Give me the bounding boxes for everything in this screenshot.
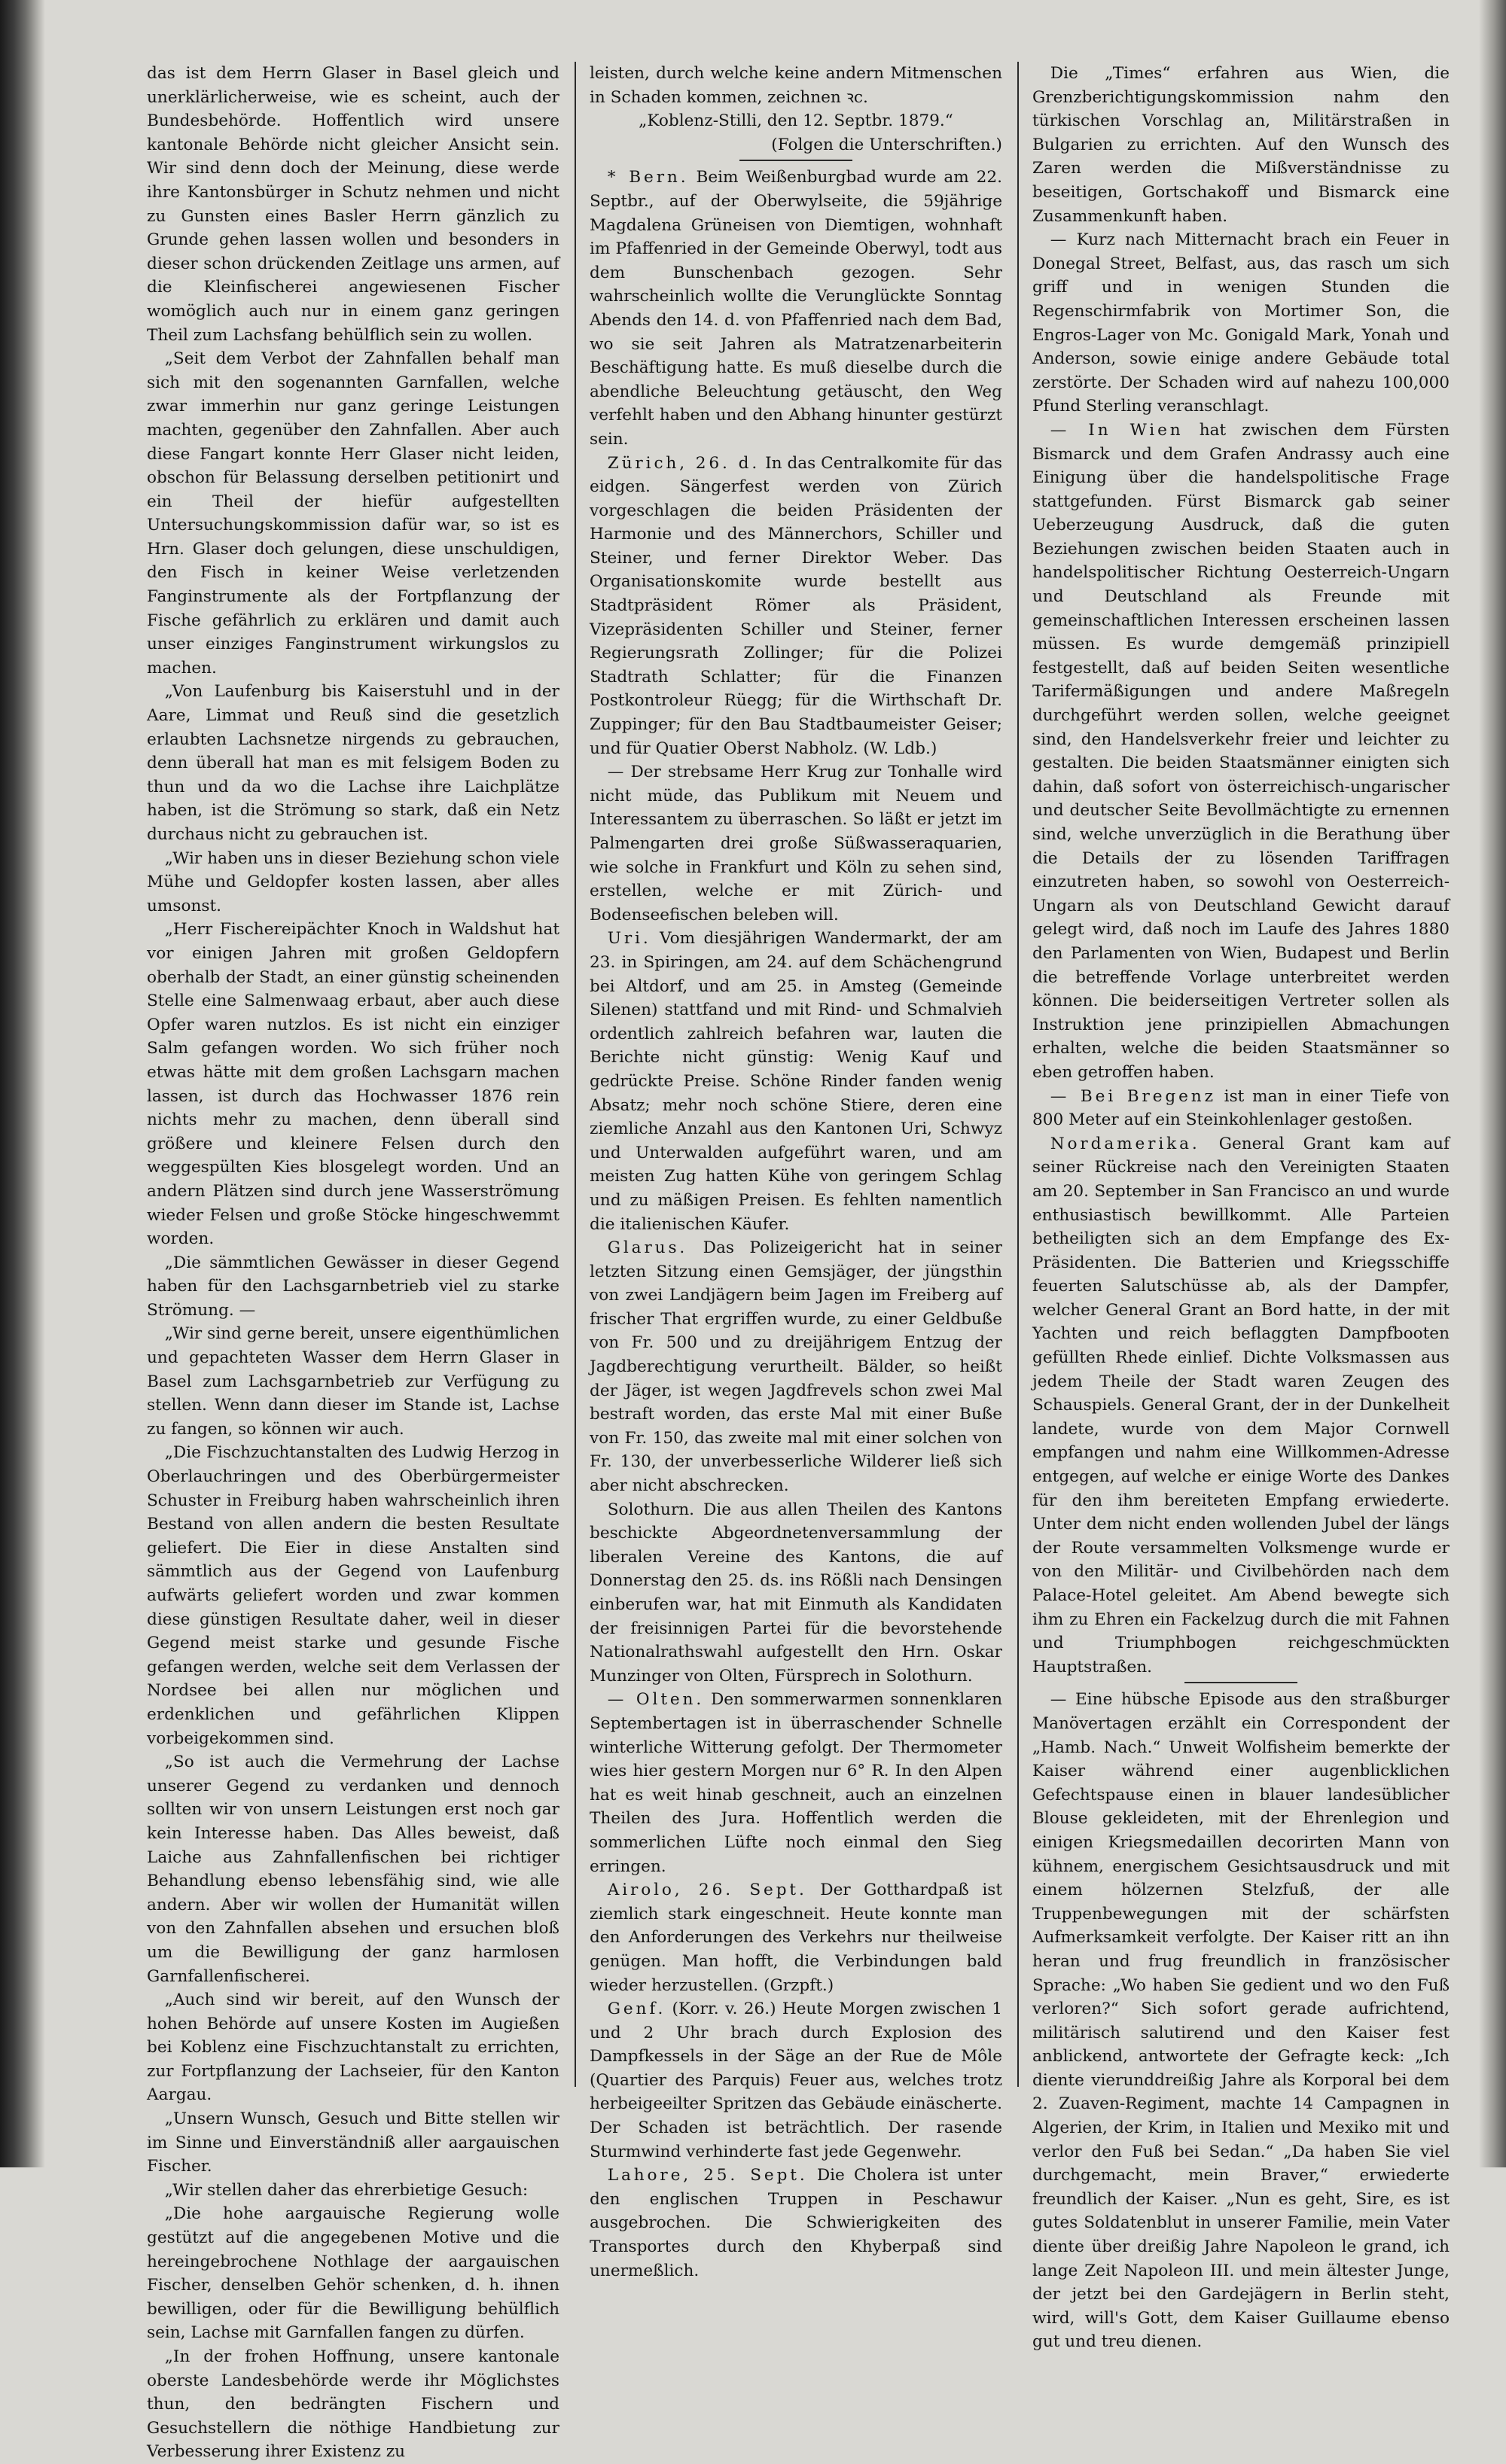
article-body: Das Polizeigericht hat in seiner letzten Sitzung einen Gemsjäger, der jüngsthin von zwei Landjägern beim Jagen im Freiberg auf frischer That ergriffen wurde, zu einer Geldbuße von Fr. 500 und zu dreijährigem Entzug der Jagdberechtigung verurtheilt. Bälder, so heißt der Jäger, ist wegen Jagdfrevels schon zwei Mal bestraft worden, das erste Mal mit einer Buße von Fr. 150, das zweite mal mit einer solchen von Fr. 130, der unverbesserliche Wilderer ließ sich aber nicht abschrecken. (590, 1238, 1002, 1496)
article-heading: — Bei Bregenz (1050, 1086, 1216, 1106)
paragraph: Die „Times“ erfahren aus Wien, die Grenzberichtigungskommission nahm den türkischen Vorschlag an, Militärstraßen in Bulgarien zu errichten. Auf den Wunsch des Zaren werden die Mißverständnisse zu beseitigen, Gortschakoff und Bismarck eine Zusammenkunft haben. (1032, 64, 1450, 226)
article-uri (590, 927, 1002, 1236)
paragraph: „So ist auch die Vermehrung der Lachse unserer Gegend zu verdanken und dennoch sollten wir von unsern Leistungen erst noch gar kein Interesse haben. Das Alles beweist, daß Laiche aus Zahnfallenfischen bei richtiger Behandlung ebenso lebensfähig sind, wie alle andern. Aber wir wollen der Humanität willen von den Zahnfallen absehen und ersuchen bloß um die Bewilligung der ganz harmlosen Garnfallenfischerei. (147, 1753, 559, 1986)
paragraph: leisten, durch welche keine andern Mitmenschen in Schaden kommen, zeichnen ꝛc. (590, 64, 1002, 107)
column-rule (1017, 62, 1019, 2087)
article-wien (1032, 419, 1450, 1085)
article-body: Die Cholera ist unter den englischen Truppen in Peschawur ausgebrochen. Die Schwierigkeiten des Transportes durch den Khyberpaß sind unermeßlich. (590, 2166, 1002, 2280)
article-body: ist man in einer Tiefe von 800 Meter auf ein Steinkohlenlager gestoßen. (1032, 1086, 1450, 1130)
paragraph: — Eine hübsche Episode aus den straßburger Manövertagen erzählt ein Correspondent der „Hamb. Nach.“ Unweit Wolfisheim bemerkte der Kaiser während einer augenblicklichen Gefechtspause einen in blauer landesüblicher Blouse gekleideten, mit der Ehrenlegion und einigen Kriegsmedaillen decorirten Mann von kühnem, energischem Gesichtsausdruck und mit einem hölzernen Stelzfuß, der alle Truppenbewegungen mit der schärfsten Aufmerksamkeit verfolgte. Der Kaiser ritt an ihn heran und frug freundlich in französischer Sprache: „Wo haben Sie gedient und wo den Fuß verloren?“ Sich sofort gerade aufrichtend, militärisch salutirend und den Kaiser fest anblickend, antwortete der Gefragte keck: „Ich diente vierunddreißig Jahre als Korporal bei dem 2. Zuaven-Regiment, machte 14 Campagnen in Algerien, der Krim, in Italien und Mexiko mit und verlor den Fuß bei Sedan.“ „Da haben Sie viel durchgemacht, mein Braver,“ erwiederte freundlich der Kaiser. „Nun es geht, Sire, es ist gutes Soldatenblut in unserer Familie, mein Vater diente über dreißig Jahre Napoleon le grand, ich lange Zeit Napoleon III. und mein ältester Junge, der jetzt bei den Gardejägern in Berlin steht, wird, will's Gott, dem Kaiser Guillaume ebenso gut und treu dienen. (1032, 1690, 1450, 2352)
paragraph: „In der frohen Hoffnung, unsere kantonale oberste Landesbehörde werde ihr Möglichstes thun, den bedrängten Fischern und Gesuchstellern die nöthige Handbietung zur Verbesserung ihrer Existenz zu (147, 2347, 559, 2462)
article-nordamerika (1032, 1132, 1450, 1680)
paragraph: — Der strebsame Herr Krug zur Tonhalle wird nicht müde, das Publikum mit Neuem und Interessantem zu überraschen. So läßt er jetzt im Palmengarten drei große Süßwasseraquarien, wie solche in Frankfurt und Köln zu sehen sind, erstellen, welche er mit Zürich- und Bodenseefischen beleben will. (590, 763, 1002, 924)
dateline: „Koblenz-Stilli, den 12. Septbr. 1879.“ (639, 111, 953, 131)
article-solothurn (590, 1498, 1002, 1689)
article-body: Der Gotthardpaß ist ziemlich stark eingeschneit. Heute konnte man den Anforderungen des Verkehrs nur theilweise genügen. Man hofft, die Verbindungen bald wieder herzustellen. (590, 1881, 1002, 1995)
article-heading: Uri. (607, 929, 651, 949)
column-right (1032, 62, 1450, 2352)
separator (739, 160, 852, 161)
paragraph: — Kurz nach Mitternacht brach ein Feuer in Donegal Street, Belfast, aus, das rasch um sich griff und in wenigen Stunden die Regenschirmfabrik von Mortimer Son, die Engros-Lager von Mc. Gonigald Mark, Yonah und Anderson, sowie einige andere Gebäude total zerstörte. Der Schaden wird auf nahezu 100,000 Pfund Sterling veranschlagt. (1032, 230, 1450, 416)
article-lahore (590, 2164, 1002, 2283)
paragraph: „Wir stellen daher das ehrerbietige Gesuch: (164, 2180, 529, 2200)
article-airolo (590, 1878, 1002, 1997)
article-olten (590, 1688, 1002, 1878)
article-body: Beim Weißenburgbad wurde am 22. Septbr., auf der Oberwylseite, die 59jährige Magdalena Grüneisen von Diemtigen, wohnhaft im Pfaffenried in der Gemeinde Oberwyl, todt aus dem Bunschenbach gezogen. Sehr wahrscheinlich wollte die Verunglückte Sonntag Abends den 14. d. von Pfaffenried nach dem Bad, wo sie seit Jahren als Matratzenarbeiterin Beschäftigung hatte. Es muß dieselbe durch die abendliche Beleuchtung getäuscht, den Weg verfehlt haben und den Abhang hinunter gestürzt sein. (590, 168, 1002, 449)
article-glarus (590, 1236, 1002, 1498)
separator (1184, 1682, 1297, 1683)
article-heading: Zürich, 26. d. (607, 453, 761, 473)
paragraph: „Die sämmtlichen Gewässer in dieser Gegend haben für den Lachsgarnbetrieb viel zu starke Strömung. — (147, 1253, 559, 1320)
article-heading: Nordamerika. (1050, 1134, 1200, 1153)
paragraph: „Die Fischzuchtanstalten des Ludwig Herzog in Oberlauchringen und des Oberbürgermeister Schuster in Freiburg haben wahrscheinlich ihren Bestand von allen andern die besten Resultate geliefert. Die Eier in diese Anstalten sind sämmtlich aus der Gegend von Laufenburg aufwärts geliefert worden und zwar kommen diese günstigen Resultate daher, weil in dieser Gegend meist starke und gesunde Fische gefangen werden, welche seit dem Verlassen der Nordsee bei allen nur möglichen und erdenklichen und gefährlichen Klippen vorbeigekommen sind. (147, 1443, 559, 1748)
article-genf (590, 1997, 1002, 2164)
article-heading: Glarus. (607, 1238, 688, 1258)
article-body: Die aus allen Theilen des Kantons beschickte Abgeordnetenversammlung der liberalen Vereine des Kantons, die auf Donnerstag den 25. ds. ins Rößli nach Densingen einberufen war, hat mit Einmuth als Kandidaten der freisinnigen Partei für die bevorstehende Nationalrathswahl aufgestellt den Hrn. Oskar Munzinger von Olten, Fürsprech in Solothurn. (590, 1500, 1002, 1686)
paragraph: das ist dem Herrn Glaser in Basel gleich und unerklärlicherweise, wie es scheint, auch der Bundesbehörde. Hoffentlich wird unsere kantonale Behörde nicht gleicher Ansicht sein. Wir sind denn doch der Meinung, diese werde ihre Kantonsbürger in Schutz nehmen und nicht zu Gunsten eines Basler Herrn gänzlich zu Grunde gehen lassen wollen und besonders in dieser schon drückenden Zeitlage uns armen, auf die Kleinfischerei angewiesenen Fischer womöglich auch nur in einem ganz geringen Theil zum Lachsfang behülflich sein zu wollen. (147, 64, 559, 345)
book-binding-shadow (0, 0, 45, 2167)
paragraph: „Seit dem Verbot der Zahnfallen behalf man sich mit den sogenannten Garnfallen, welche zwar immerhin nur ganz geringe Leistungen machten, gegenüber den Zahnfallen. Aber auch diese Fangart konnte Herr Glaser nicht leiden, obschon für Belassung derselben petitionirt und ein Theil der hiefür aufgestellten Untersuchungskommission dafür war, so ist es Hrn. Glaser doch gelungen, diese unschuldigen, den Fisch in keiner Weise verletzenden Fanginstrumente als der Fortpflanzung der Fische gefährlich zu erklären und damit auch unser einziges Fanginstrument wirkungslos zu machen. (147, 349, 559, 678)
source-note: (W. Ldb.) (863, 739, 937, 758)
article-heading: — Olten. (607, 1690, 705, 1710)
paragraph: „Von Laufenburg bis Kaiserstuhl und in der Aare, Limmat und Reuß sind die gesetzlich erlaubten Lachsnetze nirgends zu gebrauchen, denn überall hat man es mit felsigem Boden zu thun und da wo die Lachse ihre Laichplätze haben, ist die Strömung so stark, daß ein Netz durchaus nicht zu gebrauchen ist. (147, 682, 559, 844)
article-heading: Solothurn. (607, 1500, 695, 1519)
article-heading: — In Wien (1050, 420, 1184, 440)
paragraph: „Wir sind gerne bereit, unsere eigenthümlichen und gepachteten Wasser dem Herrn Glaser in Basel zum Lachsgarnbetrieb zur Verfügung zu stellen. Wenn dann dieser im Stande ist, Lachse zu fangen, so können wir auch. (147, 1324, 559, 1439)
page-edge-shadow (1479, 0, 1506, 2167)
paragraph: „Unsern Wunsch, Gesuch und Bitte stellen wir im Sinne und Einverständniß aller aargauischen Fischer. (147, 2109, 559, 2176)
article-zuerich (590, 452, 1002, 761)
article-body: hat zwischen dem Fürsten Bismarck und dem Grafen Andrassy auch eine Einigung über die handelspolitische Frage stattgefunden. Fürst Bismarck gab seiner Ueberzeugung Ausdruck, daß die guten Beziehungen zwischen beiden Staaten auch in handelspolitischer Richtung Oesterreich-Ungarn und Deutschland als Freunde mit gemeinschaftlichen Interessen erscheinen lassen müssen. Es wurde demgemäß prinzipiell festgestellt, daß auf beiden Seiten wesentliche Tarifermäßigungen und andere Maßregeln durchgeführt werden sollen, welche geeignet sind, den Handelsverkehr freier und leichter zu gestalten. Die beiden Staatsmänner einigten sich dahin, daß sofort von österreichisch-ungarischer und deutscher Seite Bevollmächtigte zu ernennen sind, welche unverzüglich in die Berathung über die Details der zu lösenden Tariffragen einzutreten haben, so sowohl von Oesterreich-Ungarn als von Deutschland Gewicht darauf gelegt wird, daß noch im Laufe des Jahres 1880 den Parlamenten von Wien, Budapest und Berlin die betreffende Vorlage unterbreitet werden können. Die beiderseitigen Vertreter sollen als Instruktion jene prinzipiellen Abmachungen erhalten, welche die beiden Staatsmänner so eben getroffen haben. (1032, 420, 1450, 1082)
newspaper-page (147, 62, 1468, 2462)
column-rule (575, 62, 576, 2087)
column-left (147, 62, 559, 2462)
article-heading: * Bern. (607, 168, 689, 187)
article-heading: Airolo, 26. Sept. (607, 1881, 807, 1900)
paragraph: „Herr Fischereipächter Knoch in Waldshut hat vor einigen Jahren mit großen Geldopfern oberhalb der Stadt, an einer günstig scheinenden Stelle eine Salmenwaag erbaut, aber auch diese Opfer waren nutzlos. Es ist nicht ein einziger Salm gefangen worden. Wo sich früher noch etwas hätte mit dem großen Lachsgarn machen lassen, ist durch das Hochwasser 1876 rein nichts mehr zu machen, denn überall sind größere und kleinere Felsen durch den weggespülten Kies blosgelegt worden. Und an andern Plätzen sind durch jene Wasserströmung wieder Felsen und große Stöcke hingeschwemmt worden. (147, 920, 559, 1249)
article-bern (590, 166, 1002, 451)
article-heading: Genf. (607, 2000, 666, 2019)
column-middle (590, 62, 1002, 2280)
article-body: Den sommerwarmen sonnenklaren Septembertagen ist in überraschender Schnelle winterliche Witterung gefolgt. Der Thermometer wies hier gestern Morgen nur 6° R. In den Alpen hat es weit hinab geschneit, auch an einzelnen Theilen des Jura. Hoffentlich werden die sommerlichen Lüfte noch einmal den Sieg erringen. (590, 1690, 1002, 1876)
paragraph: „Wir haben uns in dieser Beziehung schon viele Mühe und Geldopfer kosten lassen, aber alles umsonst. (147, 848, 559, 915)
signature-note: (Folgen die Unterschriften.) (771, 135, 1002, 154)
source-note: (Grzpft.) (764, 1975, 834, 1995)
article-body: (Korr. v. 26.) Heute Morgen zwischen 1 und 2 Uhr brach durch Explosion des Dampfkessels in der Säge an der Rue de Môle (Quartier des Parquis) Feuer aus, welches trotz herbeigeeilter Spritzen das Gebäude einäscherte. Der Schaden ist beträchtlich. Der rasende Sturmwind verhinderte fast jede Gegenwehr. (590, 2000, 1002, 2161)
paragraph: „Auch sind wir bereit, auf den Wunsch der hohen Behörde auf unsere Kosten im Augießen bei Koblenz eine Fischzuchtanstalt zu errichten, zur Fortpflanzung der Lachseier, für den Kanton Aargau. (147, 1990, 559, 2105)
article-body: In das Centralkomite für das eidgen. Sängerfest werden von Zürich vorgeschlagen die beiden Präsidenten der Harmonie und des Männerchors, Schiller und Steiner, und ferner Direktor Weber. Das Organisationskomite wurde bestellt aus Stadtpräsident Römer als Präsident, Vizepräsidenten Schiller und Steiner, ferner Regierungsrath Zollinger; für die Polizei Stadtrath Schlatter; für die Finanzen Postkontroleur Rüegg; für die Wirthschaft Dr. Zuppinger; für den Bau Stadtbaumeister Geiser; und für Quatier Oberst Nabholz. (590, 453, 1002, 758)
article-heading: Lahore, 25. Sept. (607, 2166, 808, 2185)
paragraph: „Die hohe aargauische Regierung wolle gestützt auf die angegebenen Motive und die hereingebrochene Nothlage der aargauischen Fischer, denselben Gehör schenken, d. h. ihnen bewilligen, oder für die Bewilligung behülflich sein, Lachse mit Garnfallen fangen zu dürfen. (147, 2204, 559, 2343)
article-body: General Grant kam auf seiner Rückreise nach den Vereinigten Staaten am 20. September in San Francisco an und wurde enthusiastisch bewillkommt. Alle Parteien betheiligten sich an dem Empfange des Ex-Präsidenten. Die Batterien und Kriegsschiffe feuerten Salutschüsse ab, als der Dampfer, welcher General Grant an Bord hatte, in der mit Yachten und reich beflaggten Dampfbooten gefüllten Rhede einlief. Dichte Volksmassen aus jedem Theile der Stadt waren Zeugen des Schauspiels. General Grant, der in der Dunkelheit landete, wurde von dem Major Cornwell empfangen und nahm eine Willkommen-Adresse entgegen, auf welche er einige Worte des Dankes für den ihm bereiteten Empfang erwiederte. Unter dem nicht enden wollenden Jubel der längs der Route versammelten Volksmenge wurde er von den Militär- und Civilbehörden nach dem Palace-Hotel geleitet. Am Abend bewegte sich ihm zu Ehren ein Fackelzug durch die mit Fahnen und Triumphbogen reichgeschmückten Hauptstraßen. (1032, 1134, 1450, 1677)
article-body: Vom diesjährigen Wandermarkt, der am 23. in Spiringen, am 24. auf dem Schächengrund bei Altdorf, und am 25. in Amsteg (Gemeinde Silenen) stattfand und mit Rind- und Schmalvieh ordentlich zahlreich befahren war, lauten die Berichte nicht günstig: Wenig Kauf und gedrückte Preise. Schöne Rinder fanden wenig Absatz; mehr noch schöne Stiere, deren eine ziemliche Anzahl aus den Kantonen Uri, Schwyz und Unterwalden aufgeführt waren, und am meisten Zug hatten Kühe von geringem Schlag und zu mäßigen Preisen. Es fehlten namentlich die italienischen Käufer. (590, 929, 1002, 1234)
article-bregenz (1032, 1085, 1450, 1132)
